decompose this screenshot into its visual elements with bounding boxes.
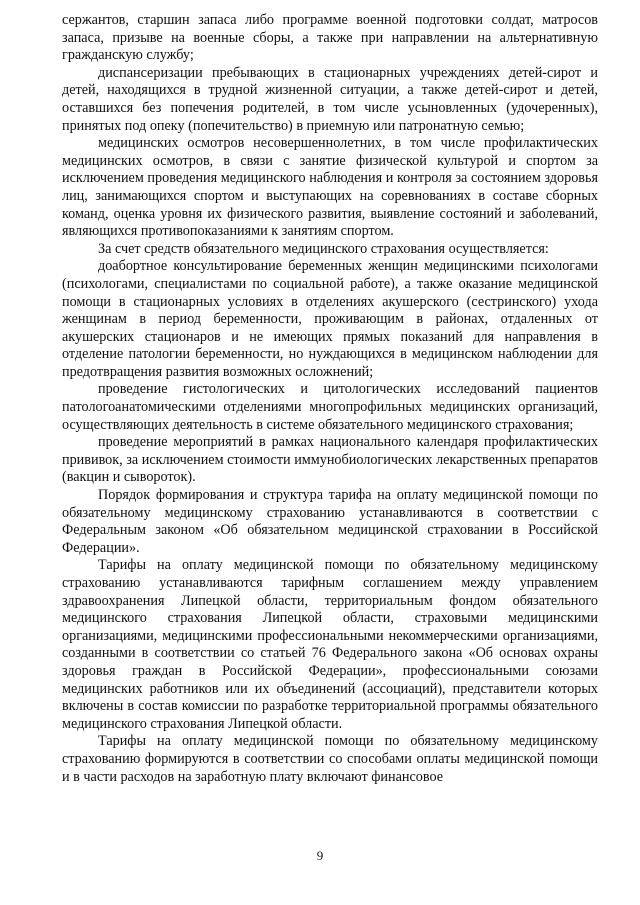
page-number: 9 <box>316 848 324 863</box>
paragraph-minors-examinations: медицинских осмотров несовершеннолетних, в том числе профилактических медицинских осмотров, в связи с занятие физической культурой и спортом за исключением проведения медицинского наблюдения и контроля за состоянием здоровья лиц, занимающихся спортом и выступающих на соревнованиях в составе сборных команд, оценка уровня их физического развития, выявление состояний и заболеваний, являющихся противопоказаниями к занятиям спортом. <box>62 135 598 240</box>
paragraph-military-service: сержантов, старшин запаса либо программе военной подготовки солдат, матросов запаса, призыве на военные сборы, а также при направлении на альтернативную гражданскую службу; <box>62 12 598 64</box>
document-body <box>62 12 598 786</box>
paragraph-tariff-agreement: Тарифы на оплату медицинской помощи по обязательному медицинскому страхованию устанавливаются тарифным соглашением между управлением здравоохранения Липецкой области, территориальным фондом обязательного медицинского страхования Липецкой области, страховыми медицинскими организациями, медицинскими профессиональными некоммерческими организациями, созданными в соответствии со статьей 76 Федерального закона «Об основах охраны здоровья граждан в Российской Федерации», профессиональными союзами медицинских работников или их объединений (ассоциаций), представители которых включены в состав комиссии по разработке территориальной программы обязательного медицинского страхования Липецкой области. <box>62 557 598 732</box>
paragraph-orphans-dispensary: диспансеризации пребывающих в стационарных учреждениях детей-сирот и детей, находящихся в трудной жизненной ситуации, а также детей-сирот и детей, оставшихся без попечения родителей, в том числе усыновленных (удочеренных), принятых под опеку (попечительство) в приемную или патронатную семью; <box>62 64 598 134</box>
paragraph-pre-abortion-counseling: доабортное консультирование беременных женщин медицинскими психологами (психологами, специалистами по социальной работе), а также оказание медицинской помощи в стационарных условиях в отделениях акушерского (сестринского) ухода женщинам в период беременности, проживающим в районах, отдаленных от акушерских стационаров и не имеющих прямых показаний для направления в отделение патологии беременности, но нуждающихся в медицинском наблюдении для предотвращения развития возможных осложнений; <box>62 258 598 380</box>
paragraph-vaccination: проведение мероприятий в рамках национального календаря профилактических прививок, за исключением стоимости иммунобиологических лекарственных препаратов (вакцин и сывороток). <box>62 434 598 486</box>
paragraph-histology: проведение гистологических и цитологических исследований пациентов патологоанатомическими отделениями многопрофильных медицинских организаций, осуществляющих деятельность в системе обязательного медицинского страхования; <box>62 381 598 433</box>
paragraph-tariff-procedure: Порядок формирования и структура тарифа на оплату медицинской помощи по обязательному медицинскому страхованию устанавливаются в соответствии с Федеральным законом «Об обязательном медицинской страховании в Российской Федерации». <box>62 487 598 556</box>
paragraph-oms-intro: За счет средств обязательного медицинского страхования осуществляется: <box>98 240 549 257</box>
paragraph-tariff-formation: Тарифы на оплату медицинской помощи по обязательному медицинскому страхованию формируются в соответствии со способами оплаты медицинской помощи и в части расходов на заработную плату включают финансовое <box>62 733 598 785</box>
